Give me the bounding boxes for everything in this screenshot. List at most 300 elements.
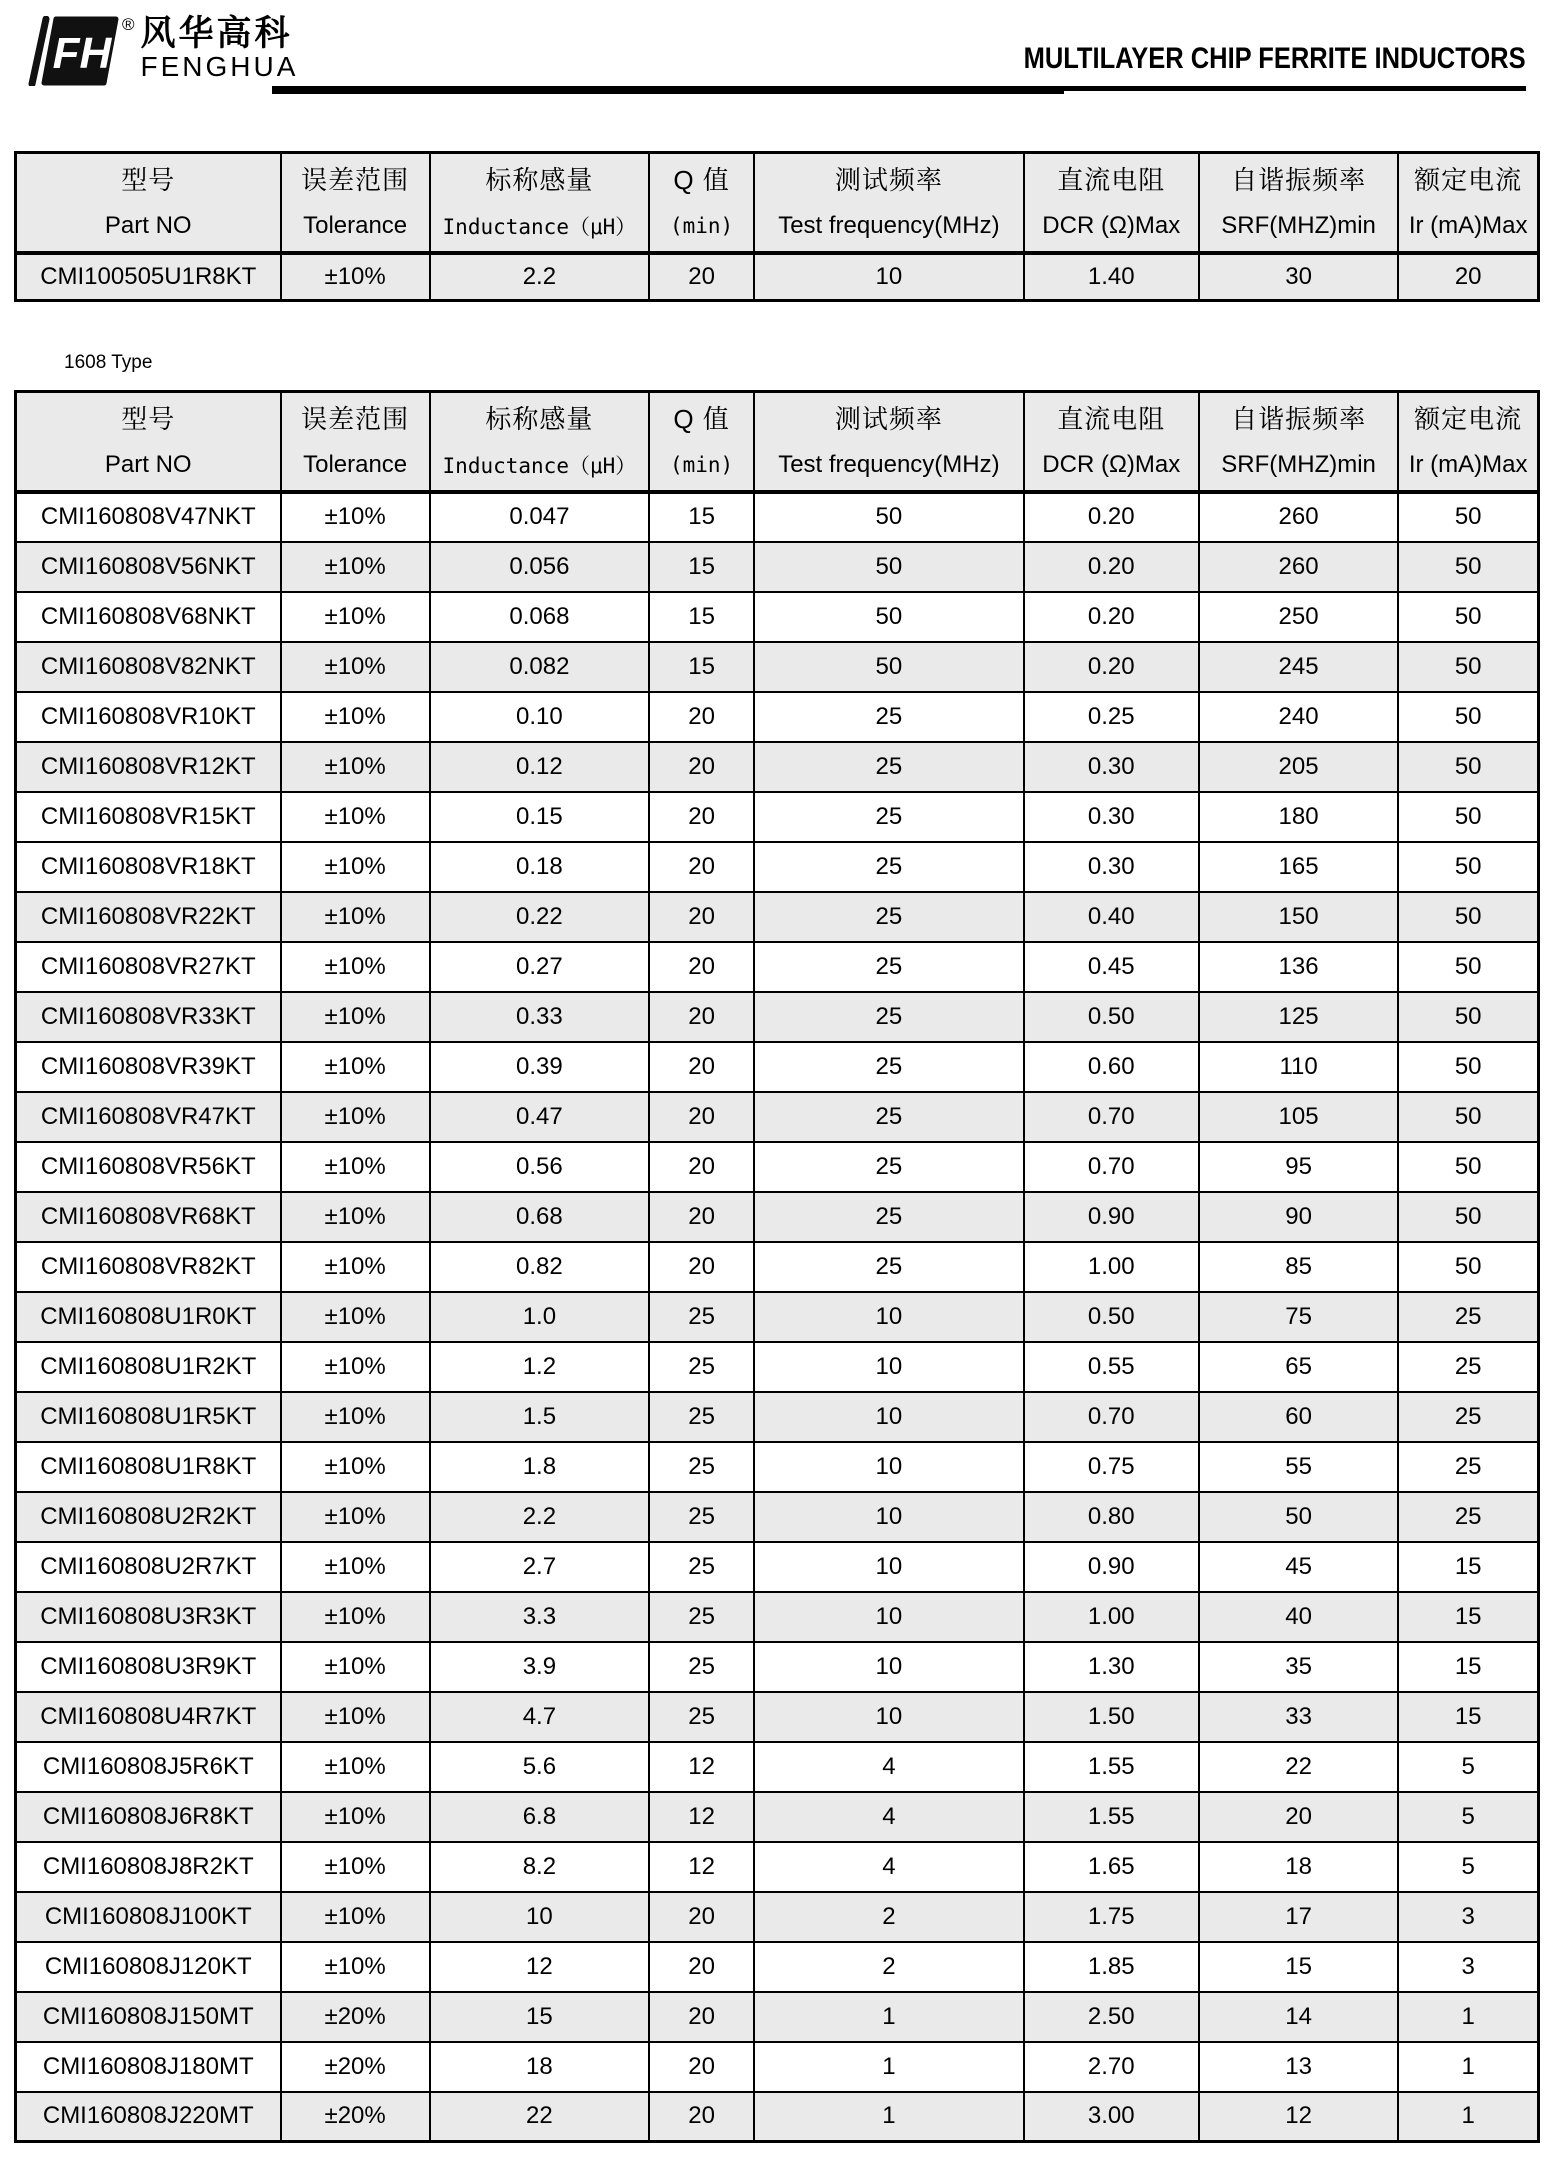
table-cell: 50 <box>1398 1142 1538 1192</box>
table-cell: 12 <box>649 1742 754 1792</box>
table-cell: 50 <box>1199 1492 1399 1542</box>
table-cell: 0.068 <box>430 592 649 642</box>
table-row <box>16 1042 1539 1092</box>
column-header-en: (min) <box>669 214 734 239</box>
table-row <box>16 1092 1539 1142</box>
table-row <box>16 592 1539 642</box>
cell-part-no: CMI160808U4R7KT <box>16 1692 281 1742</box>
table-row <box>16 1792 1539 1842</box>
table-cell: 1 <box>1398 2092 1538 2142</box>
column-header-cn: 直流电阻 <box>1057 164 1166 195</box>
table-row <box>16 1242 1539 1292</box>
section-label-1608-type: 1608 Type <box>64 352 153 373</box>
table-cell: ±10% <box>281 1142 430 1192</box>
column-header-cn: 自谐振频率 <box>1231 403 1367 434</box>
table-cell: 0.27 <box>430 942 649 992</box>
column-header-en: Part NO <box>104 451 192 479</box>
table-cell: 50 <box>1398 942 1538 992</box>
table-cell: ±10% <box>281 542 430 592</box>
table-cell: 0.40 <box>1024 892 1199 942</box>
table-cell: 1.00 <box>1024 1592 1199 1642</box>
table-cell: 25 <box>754 1142 1024 1192</box>
table-cell: 10 <box>754 1542 1024 1592</box>
column-header-2 <box>430 392 649 492</box>
table-cell: 1 <box>1398 1992 1538 2042</box>
cell-part-no: CMI160808VR56KT <box>16 1142 281 1192</box>
table-cell: 20 <box>649 2092 754 2142</box>
table-cell: 0.90 <box>1024 1542 1199 1592</box>
table-cell: 5 <box>1398 1842 1538 1892</box>
table-cell: 10 <box>754 1392 1024 1442</box>
table-cell: 1.5 <box>430 1392 649 1442</box>
table-row <box>16 692 1539 742</box>
masthead <box>20 8 1526 86</box>
table-row <box>16 1742 1539 1792</box>
column-header-cn: Q 值 <box>673 164 730 195</box>
cell-part-no: CMI160808VR33KT <box>16 992 281 1042</box>
table-cell: 20 <box>649 1042 754 1092</box>
table-cell: 20 <box>649 1192 754 1242</box>
table-cell: 1.50 <box>1024 1692 1199 1742</box>
table-cell: ±10% <box>281 592 430 642</box>
cell-part-no: CMI160808J8R2KT <box>16 1842 281 1892</box>
table-row <box>16 1492 1539 1542</box>
table-cell: 110 <box>1199 1042 1399 1092</box>
table-cell: ±10% <box>281 642 430 692</box>
table-cell: 5 <box>1398 1792 1538 1842</box>
column-header-cn: 误差范围 <box>301 403 410 434</box>
table-cell: 30 <box>1199 253 1399 301</box>
table-cell: 50 <box>1398 742 1538 792</box>
table-cell: ±10% <box>281 1542 430 1592</box>
table-cell: 25 <box>649 1542 754 1592</box>
cell-part-no: CMI160808VR12KT <box>16 742 281 792</box>
table-row <box>16 1542 1539 1592</box>
column-header-en: SRF(MHZ)min <box>1221 451 1376 479</box>
table-cell: 25 <box>754 792 1024 842</box>
table-cell: 35 <box>1199 1642 1399 1692</box>
column-header-cn: 测试频率 <box>834 164 943 195</box>
table-cell: 50 <box>754 592 1024 642</box>
table-cell: 75 <box>1199 1292 1399 1342</box>
column-header-cn: 额定电流 <box>1414 164 1523 195</box>
table-cell: 50 <box>1398 1042 1538 1092</box>
table-cell: 0.10 <box>430 692 649 742</box>
table-cell: 4 <box>754 1792 1024 1842</box>
table-cell: 2.7 <box>430 1542 649 1592</box>
table-cell: 25 <box>649 1642 754 1692</box>
table-cell: 25 <box>754 1042 1024 1092</box>
table-cell: ±10% <box>281 942 430 992</box>
top-table-section <box>0 151 1552 302</box>
table-cell: 0.45 <box>1024 942 1199 992</box>
table-cell: 25 <box>754 942 1024 992</box>
table-cell: 0.20 <box>1024 492 1199 542</box>
column-header-cn: 型号 <box>121 164 176 195</box>
cell-part-no: CMI160808VR18KT <box>16 842 281 892</box>
table-cell: 245 <box>1199 642 1399 692</box>
table-row <box>16 1642 1539 1692</box>
table-row <box>16 1992 1539 2042</box>
table-cell: 50 <box>1398 492 1538 542</box>
cell-part-no: CMI160808U3R9KT <box>16 1642 281 1692</box>
table-cell: ±20% <box>281 2092 430 2142</box>
column-header-0 <box>16 153 281 253</box>
column-header-en: DCR (Ω)Max <box>1042 212 1181 240</box>
table-cell: 165 <box>1199 842 1399 892</box>
column-header-1 <box>281 392 430 492</box>
table-cell: 3 <box>1398 1942 1538 1992</box>
table-cell: 25 <box>649 1692 754 1742</box>
table-cell: ±10% <box>281 742 430 792</box>
table-cell: 12 <box>430 1942 649 1992</box>
table-row <box>16 492 1539 542</box>
cell-part-no: CMI160808VR10KT <box>16 692 281 742</box>
table-cell: 20 <box>649 1092 754 1142</box>
cell-part-no: CMI160808VR15KT <box>16 792 281 842</box>
table-cell: 5.6 <box>430 1742 649 1792</box>
table-cell: 0.80 <box>1024 1492 1199 1542</box>
table-row <box>16 842 1539 892</box>
table-cell: 240 <box>1199 692 1399 742</box>
table-cell: 1 <box>1398 2042 1538 2092</box>
column-header-en: Part NO <box>104 212 192 240</box>
table-cell: 0.55 <box>1024 1342 1199 1392</box>
table-cell: 25 <box>649 1342 754 1392</box>
cell-part-no: CMI160808U2R7KT <box>16 1542 281 1592</box>
table-cell: ±10% <box>281 1892 430 1942</box>
column-header-cn: 标称感量 <box>485 164 594 195</box>
table-cell: 25 <box>754 742 1024 792</box>
table-cell: 250 <box>1199 592 1399 642</box>
column-header-en: Test frequency(MHz) <box>778 212 1000 240</box>
table-cell: 1.0 <box>430 1292 649 1342</box>
column-header-cn: 测试频率 <box>834 403 943 434</box>
table-cell: 0.22 <box>430 892 649 942</box>
table-cell: 20 <box>1199 1792 1399 1842</box>
table-row <box>16 1592 1539 1642</box>
table-row <box>16 1392 1539 1442</box>
table-cell: 25 <box>754 692 1024 742</box>
table-cell: ±10% <box>281 692 430 742</box>
table-cell: 1.65 <box>1024 1842 1199 1892</box>
table-cell: 20 <box>649 1992 754 2042</box>
brand-block <box>20 16 298 86</box>
table-cell: 6.8 <box>430 1792 649 1842</box>
cell-part-no: CMI160808U1R8KT <box>16 1442 281 1492</box>
table-cell: 0.50 <box>1024 1292 1199 1342</box>
table-row <box>16 2092 1539 2142</box>
table-cell: ±10% <box>281 842 430 892</box>
table-cell: 0.12 <box>430 742 649 792</box>
table-row <box>16 1292 1539 1342</box>
table-cell: 50 <box>754 642 1024 692</box>
table-cell: 85 <box>1199 1242 1399 1292</box>
cell-part-no: CMI160808V68NKT <box>16 592 281 642</box>
table-cell: 50 <box>1398 642 1538 692</box>
table-cell: 180 <box>1199 792 1399 842</box>
table-row <box>16 1142 1539 1192</box>
table-cell: 25 <box>754 1242 1024 1292</box>
table-cell: 2.50 <box>1024 1992 1199 2042</box>
table-cell: 0.15 <box>430 792 649 842</box>
table-cell: 10 <box>754 1692 1024 1742</box>
table-cell: 0.68 <box>430 1192 649 1242</box>
column-header-3 <box>649 153 754 253</box>
table-cell: 20 <box>649 1892 754 1942</box>
table-cell: 1 <box>754 1992 1024 2042</box>
table-cell: 0.75 <box>1024 1442 1199 1492</box>
cell-part-no: CMI100505U1R8KT <box>16 253 281 301</box>
table-cell: 4.7 <box>430 1692 649 1742</box>
brand-name-english: FENGHUA <box>140 50 299 82</box>
table-cell: 25 <box>1398 1392 1538 1442</box>
spec-table-1608-type <box>14 390 1540 2143</box>
table-cell: ±10% <box>281 1842 430 1892</box>
table-cell: 15 <box>649 592 754 642</box>
table-cell: 260 <box>1199 542 1399 592</box>
table-cell: 0.20 <box>1024 592 1199 642</box>
column-header-en: DCR (Ω)Max <box>1042 451 1181 479</box>
table-cell: 0.82 <box>430 1242 649 1292</box>
table-cell: 0.70 <box>1024 1392 1199 1442</box>
spec-table-top <box>14 151 1540 302</box>
table-cell: 10 <box>754 1492 1024 1542</box>
table-cell: 22 <box>430 2092 649 2142</box>
table-cell: 95 <box>1199 1142 1399 1192</box>
table-cell: 0.50 <box>1024 992 1199 1042</box>
column-header-7 <box>1398 392 1538 492</box>
cell-part-no: CMI160808VR27KT <box>16 942 281 992</box>
table-row <box>16 942 1539 992</box>
fenghua-logo-icon <box>20 16 120 86</box>
table-cell: ±20% <box>281 1992 430 2042</box>
table-cell: 50 <box>1398 542 1538 592</box>
table-cell: ±10% <box>281 1492 430 1542</box>
table-cell: 0.056 <box>430 542 649 592</box>
table-cell: 14 <box>1199 1992 1399 2042</box>
column-header-en: SRF(MHZ)min <box>1221 212 1376 240</box>
table-cell: 1.75 <box>1024 1892 1199 1942</box>
table-cell: 45 <box>1199 1542 1399 1592</box>
column-header-cn: 自谐振频率 <box>1231 164 1367 195</box>
column-header-7 <box>1398 153 1538 253</box>
table-cell: 10 <box>754 1442 1024 1492</box>
table-cell: 20 <box>649 1942 754 1992</box>
table-cell: 1.00 <box>1024 1242 1199 1292</box>
column-header-en: Inductance（μH） <box>442 215 637 240</box>
table-cell: 150 <box>1199 892 1399 942</box>
table-cell: ±10% <box>281 1942 430 1992</box>
table-cell: 260 <box>1199 492 1399 542</box>
table-cell: ±10% <box>281 992 430 1042</box>
table-cell: 1.55 <box>1024 1792 1199 1842</box>
table-cell: 12 <box>649 1792 754 1842</box>
table-cell: 50 <box>754 492 1024 542</box>
table-cell: 25 <box>754 992 1024 1042</box>
table-cell: 60 <box>1199 1392 1399 1442</box>
table-cell: ±10% <box>281 1692 430 1742</box>
table-row <box>16 1192 1539 1242</box>
table-cell: 50 <box>1398 892 1538 942</box>
table-cell: 0.90 <box>1024 1192 1199 1242</box>
column-header-1 <box>281 153 430 253</box>
table-cell: 10 <box>754 253 1024 301</box>
table-cell: 15 <box>1398 1542 1538 1592</box>
cell-part-no: CMI160808VR47KT <box>16 1092 281 1142</box>
cell-part-no: CMI160808V82NKT <box>16 642 281 692</box>
table-cell: 0.20 <box>1024 642 1199 692</box>
table-cell: ±10% <box>281 1292 430 1342</box>
table-cell: 50 <box>1398 842 1538 892</box>
table-cell: 33 <box>1199 1692 1399 1742</box>
table-cell: 25 <box>754 1092 1024 1142</box>
table-cell: 22 <box>1199 1742 1399 1792</box>
table-cell: 20 <box>649 992 754 1042</box>
table-cell: ±10% <box>281 892 430 942</box>
header-rule-right-segment <box>1064 86 1526 91</box>
table-cell: 20 <box>649 742 754 792</box>
registered-trademark-mark: ® <box>122 15 135 34</box>
table-cell: 15 <box>430 1992 649 2042</box>
column-header-4 <box>754 153 1024 253</box>
table-cell: 50 <box>1398 692 1538 742</box>
table-cell: ±10% <box>281 1092 430 1142</box>
column-header-cn: 型号 <box>121 403 176 434</box>
table-cell: 1.8 <box>430 1442 649 1492</box>
table-cell: 0.60 <box>1024 1042 1199 1092</box>
table-cell: 15 <box>649 492 754 542</box>
table-cell: 25 <box>1398 1342 1538 1392</box>
table-cell: 3 <box>1398 1892 1538 1942</box>
table-row <box>16 742 1539 792</box>
table-cell: ±10% <box>281 1792 430 1842</box>
cell-part-no: CMI160808U3R3KT <box>16 1592 281 1642</box>
cell-part-no: CMI160808VR82KT <box>16 1242 281 1292</box>
column-header-5 <box>1024 153 1199 253</box>
table-cell: 1.2 <box>430 1342 649 1392</box>
table-cell: 50 <box>1398 1092 1538 1142</box>
table-cell: 25 <box>754 892 1024 942</box>
table-row <box>16 892 1539 942</box>
table-cell: 8.2 <box>430 1842 649 1892</box>
cell-part-no: CMI160808U2R2KT <box>16 1492 281 1542</box>
table-cell: 25 <box>1398 1492 1538 1542</box>
table-cell: 0.39 <box>430 1042 649 1092</box>
table-cell: 2.2 <box>430 1492 649 1542</box>
table-cell: 10 <box>754 1342 1024 1392</box>
cell-part-no: CMI160808J220MT <box>16 2092 281 2142</box>
table-cell: 1.55 <box>1024 1742 1199 1792</box>
table-row <box>16 542 1539 592</box>
svg-text:FH: FH <box>52 29 112 78</box>
brand-text <box>141 16 299 81</box>
cell-part-no: CMI160808U1R5KT <box>16 1392 281 1442</box>
table-cell: 20 <box>649 253 754 301</box>
table-cell: ±10% <box>281 492 430 542</box>
table-cell: 50 <box>1398 592 1538 642</box>
column-header-3 <box>649 392 754 492</box>
cell-part-no: CMI160808U1R0KT <box>16 1292 281 1342</box>
table-cell: 0.33 <box>430 992 649 1042</box>
column-header-cn: 标称感量 <box>485 403 594 434</box>
column-header-en: Ir (mA)Max <box>1408 451 1528 479</box>
table-cell: 1 <box>754 2092 1024 2142</box>
table-cell: 15 <box>1398 1692 1538 1742</box>
column-header-cn: 额定电流 <box>1414 403 1523 434</box>
cell-part-no: CMI160808J120KT <box>16 1942 281 1992</box>
table-cell: 2 <box>754 1892 1024 1942</box>
table-cell: 105 <box>1199 1092 1399 1142</box>
table-cell: ±10% <box>281 1342 430 1392</box>
column-header-cn: Q 值 <box>673 403 730 434</box>
table-cell: ±10% <box>281 253 430 301</box>
table-cell: 25 <box>649 1492 754 1542</box>
table-cell: ±10% <box>281 1642 430 1692</box>
column-header-en: (min) <box>669 453 734 478</box>
table-cell: 1.40 <box>1024 253 1199 301</box>
table-cell: 15 <box>1398 1642 1538 1692</box>
table-cell: 20 <box>649 892 754 942</box>
table-cell: 3.9 <box>430 1642 649 1692</box>
table-cell: 50 <box>1398 992 1538 1042</box>
header-rule-left-segment <box>272 86 1064 94</box>
table-cell: 2 <box>754 1942 1024 1992</box>
cell-part-no: CMI160808VR22KT <box>16 892 281 942</box>
table-cell: 90 <box>1199 1192 1399 1242</box>
table-cell: 20 <box>649 942 754 992</box>
table-row <box>16 1942 1539 1992</box>
table-cell: ±10% <box>281 792 430 842</box>
header-rule <box>272 86 1526 94</box>
table-cell: 20 <box>649 1242 754 1292</box>
table-cell: 15 <box>649 542 754 592</box>
table-cell: 15 <box>1199 1942 1399 1992</box>
cell-part-no: CMI160808VR39KT <box>16 1042 281 1092</box>
table-cell: 50 <box>1398 1192 1538 1242</box>
table-cell: 1.85 <box>1024 1942 1199 1992</box>
table-cell: 2.70 <box>1024 2042 1199 2092</box>
table-cell: 50 <box>1398 792 1538 842</box>
table-cell: 0.082 <box>430 642 649 692</box>
table-cell: ±10% <box>281 1242 430 1292</box>
cell-part-no: CMI160808J100KT <box>16 1892 281 1942</box>
table-cell: 12 <box>1199 2092 1399 2142</box>
document-title: MULTILAYER CHIP FERRITE INDUCTORS <box>1023 42 1526 75</box>
column-header-en: Inductance（μH） <box>442 454 637 479</box>
table-cell: 25 <box>649 1442 754 1492</box>
table-cell: 4 <box>754 1742 1024 1792</box>
column-header-en: Tolerance <box>303 451 408 479</box>
column-header-cn: 误差范围 <box>301 164 410 195</box>
table-cell: 10 <box>754 1642 1024 1692</box>
table-cell: 15 <box>649 642 754 692</box>
table-row <box>16 642 1539 692</box>
table-cell: ±10% <box>281 1392 430 1442</box>
column-header-5 <box>1024 392 1199 492</box>
table-cell: 20 <box>649 2042 754 2092</box>
table-cell: 13 <box>1199 2042 1399 2092</box>
table-cell: 0.25 <box>1024 692 1199 742</box>
table-cell: 50 <box>1398 1242 1538 1292</box>
table-cell: 0.30 <box>1024 842 1199 892</box>
table-cell: 25 <box>649 1392 754 1442</box>
column-header-0 <box>16 392 281 492</box>
table-cell: 0.70 <box>1024 1092 1199 1142</box>
table-cell: 0.30 <box>1024 742 1199 792</box>
cell-part-no: CMI160808J180MT <box>16 2042 281 2092</box>
table-cell: 0.70 <box>1024 1142 1199 1192</box>
